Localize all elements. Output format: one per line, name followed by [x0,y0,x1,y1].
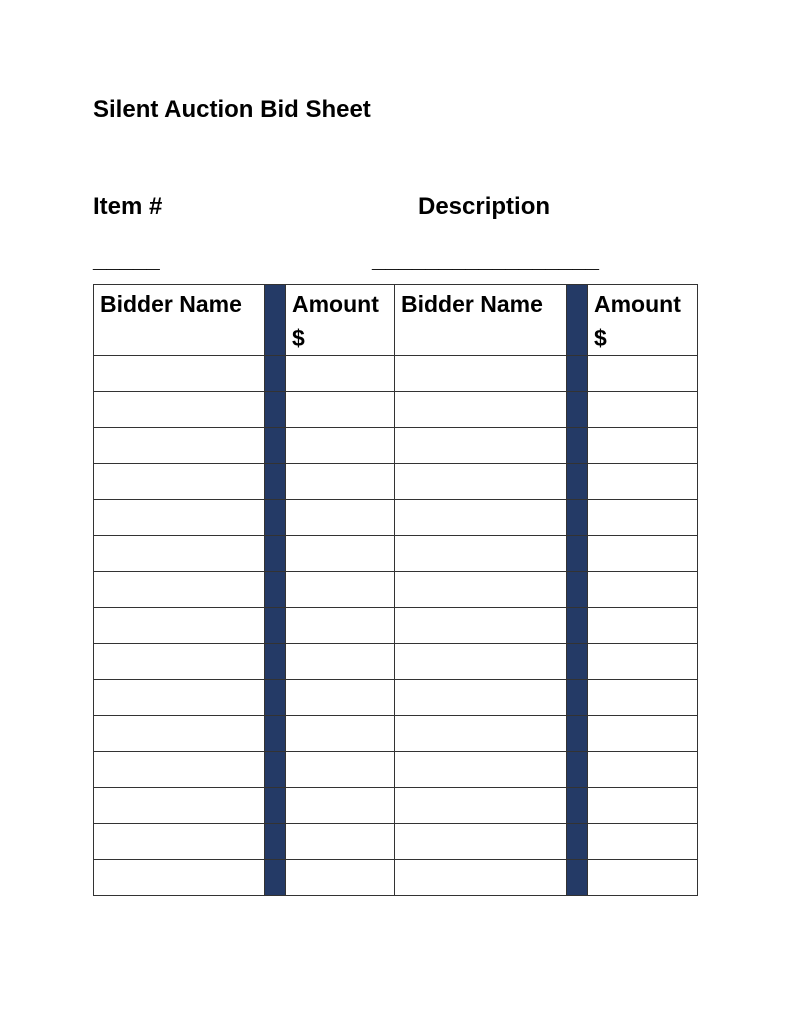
table-header-row [94,285,698,356]
bidder-name-cell[interactable] [395,392,567,428]
amount-cell[interactable] [588,500,698,536]
amount-cell[interactable] [588,536,698,572]
amount-cell[interactable] [588,788,698,824]
table-row [94,716,698,752]
amount-cell[interactable] [588,572,698,608]
column-divider [567,680,588,716]
description-blank-line[interactable]: _________________ [372,246,599,273]
column-divider [567,644,588,680]
table-row [94,428,698,464]
amount-cell[interactable] [588,356,698,392]
column-divider [265,572,286,608]
bidder-name-cell[interactable] [395,608,567,644]
bidder-name-cell[interactable] [94,572,265,608]
bidder-name-cell[interactable] [395,428,567,464]
table-row [94,680,698,716]
bidder-name-cell[interactable] [395,788,567,824]
bidder-name-cell[interactable] [395,644,567,680]
column-divider [265,824,286,860]
column-divider [567,500,588,536]
column-divider [567,608,588,644]
column-divider [567,356,588,392]
bidder-name-cell[interactable] [94,428,265,464]
bidder-name-cell[interactable] [395,572,567,608]
bidder-name-cell[interactable] [94,608,265,644]
amount-cell[interactable] [286,788,395,824]
column-divider [265,608,286,644]
bidder-name-cell[interactable] [94,680,265,716]
amount-cell[interactable] [588,464,698,500]
column-divider [567,752,588,788]
bidder-name-cell[interactable] [395,356,567,392]
bidder-name-cell[interactable] [94,788,265,824]
amount-cell[interactable] [286,500,395,536]
amount-cell[interactable] [588,428,698,464]
column-divider [567,572,588,608]
amount-cell[interactable] [588,608,698,644]
column-divider [265,788,286,824]
table-row [94,860,698,896]
bidder-name-cell[interactable] [395,464,567,500]
column-divider [265,285,286,356]
bidder-name-cell[interactable] [94,824,265,860]
column-divider [567,536,588,572]
amount-cell[interactable] [286,860,395,896]
table-row [94,644,698,680]
column-divider [567,428,588,464]
amount-cell[interactable] [286,572,395,608]
item-number-label: Item # [93,193,163,220]
bidder-name-cell[interactable] [94,752,265,788]
bid-rows [94,356,698,896]
column-divider [567,860,588,896]
column-divider [265,464,286,500]
bidder-name-cell[interactable] [94,860,265,896]
bidder-name-cell[interactable] [94,500,265,536]
amount-cell[interactable] [588,716,698,752]
column-divider [265,752,286,788]
amount-cell[interactable] [588,644,698,680]
table-row [94,536,698,572]
table-row [94,788,698,824]
amount-cell[interactable] [286,428,395,464]
amount-cell[interactable] [286,824,395,860]
amount-cell[interactable] [286,608,395,644]
amount-cell[interactable] [286,392,395,428]
column-divider [567,788,588,824]
item-number-blank-line[interactable]: _____ [93,246,160,273]
amount-cell[interactable] [286,536,395,572]
amount-cell[interactable] [588,752,698,788]
page-title: Silent Auction Bid Sheet [93,96,371,123]
column-divider [567,285,588,356]
amount-cell[interactable] [588,392,698,428]
table-row [94,752,698,788]
table-row [94,356,698,392]
bidder-name-cell[interactable] [94,716,265,752]
column-divider [567,716,588,752]
bidder-name-cell[interactable] [94,536,265,572]
column-divider [265,860,286,896]
bidder-name-cell[interactable] [395,500,567,536]
column-divider [567,464,588,500]
amount-cell[interactable] [286,752,395,788]
bidder-name-cell[interactable] [395,752,567,788]
amount-cell[interactable] [286,680,395,716]
bidder-name-cell[interactable] [395,716,567,752]
amount-cell[interactable] [588,860,698,896]
bidder-name-cell[interactable] [395,824,567,860]
bidder-name-cell[interactable] [395,680,567,716]
table-row [94,464,698,500]
column-divider [265,428,286,464]
bidder-name-cell[interactable] [395,860,567,896]
amount-cell[interactable] [588,680,698,716]
bidder-name-header: Bidder Name [395,285,567,356]
column-divider [265,644,286,680]
bid-table [93,284,698,896]
amount-cell[interactable] [286,464,395,500]
table-row [94,572,698,608]
bidder-name-cell[interactable] [94,392,265,428]
amount-cell[interactable] [286,356,395,392]
column-divider [567,392,588,428]
table-row [94,500,698,536]
table-row [94,824,698,860]
bidder-name-cell[interactable] [94,644,265,680]
amount-header: Amount $ [286,285,395,356]
bidder-name-header: Bidder Name [94,285,265,356]
column-divider [265,392,286,428]
column-divider [265,356,286,392]
column-divider [567,824,588,860]
column-divider [265,680,286,716]
bidder-name-cell[interactable] [395,536,567,572]
table-row [94,392,698,428]
amount-cell[interactable] [588,824,698,860]
column-divider [265,536,286,572]
column-divider [265,716,286,752]
bidder-name-cell[interactable] [94,356,265,392]
bidder-name-cell[interactable] [94,464,265,500]
description-label: Description [418,193,551,220]
amount-header: Amount $ [588,285,698,356]
table-row [94,608,698,644]
amount-cell[interactable] [286,716,395,752]
amount-cell[interactable] [286,644,395,680]
column-divider [265,500,286,536]
